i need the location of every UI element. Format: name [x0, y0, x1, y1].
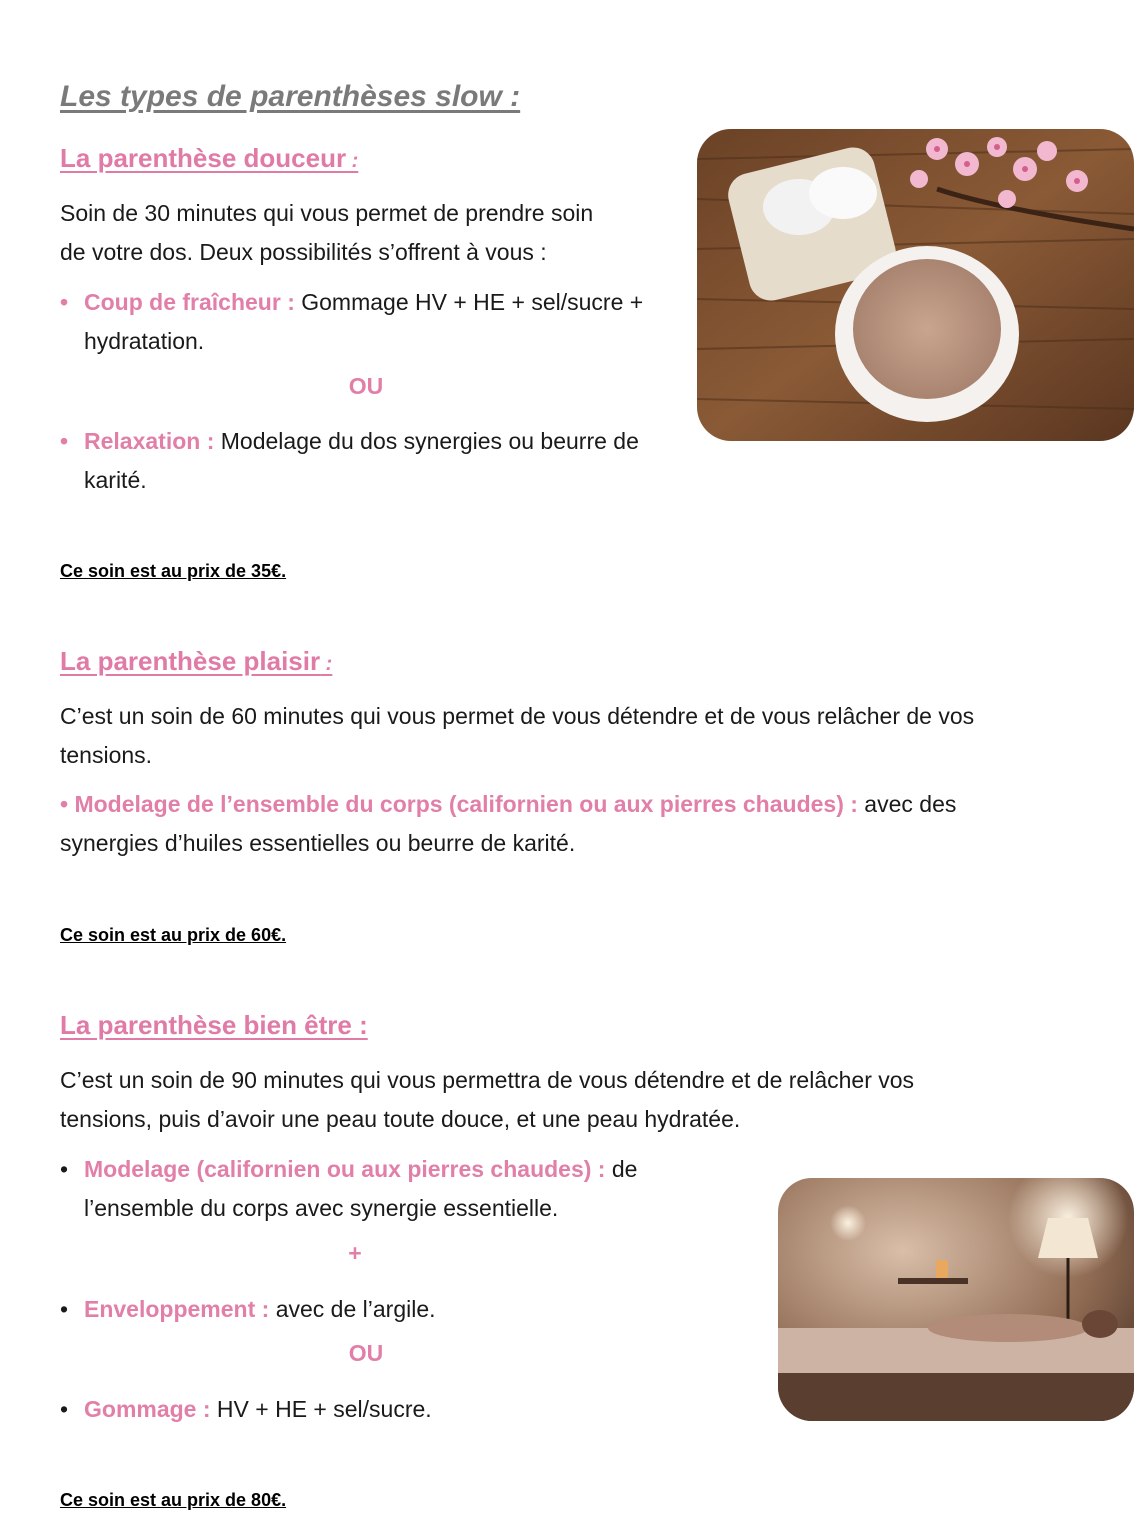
section-title-douceur-colon: : [346, 150, 359, 172]
plaisir-item-cont: synergies d’huiles essentielles ou beurre de karité. [60, 830, 576, 856]
bien-etre-item-modelage [60, 1150, 700, 1228]
bien-etre-item3-label: Gommage : [84, 1396, 211, 1422]
scrub-bowl-photo [697, 129, 1134, 441]
douceur-intro-line2: de votre dos. Deux possibilités s’offrent à vous : [60, 239, 547, 265]
bien-etre-intro-line2: tensions, puis d’avoir une peau toute douce, et une peau hydratée. [60, 1106, 741, 1132]
plaisir-item-label: • Modelage de l’ensemble du corps (californien ou aux pierres chaudes) : [60, 791, 858, 817]
section-title-bien-etre: La parenthèse bien être : [60, 1010, 368, 1040]
section-title-plaisir-text: La parenthèse plaisir [60, 646, 321, 676]
bien-etre-item-gommage [60, 1390, 700, 1429]
douceur-item-relaxation [60, 422, 700, 500]
douceur-item2-label: Relaxation : [84, 428, 215, 454]
bullet-icon: • [60, 1396, 69, 1422]
bien-etre-item1-text: de [605, 1156, 638, 1182]
bien-etre-price: Ce soin est au prix de 80€. [60, 1490, 287, 1510]
bien-etre-item-enveloppement [60, 1290, 700, 1329]
douceur-item2-text: Modelage du dos synergies ou beurre de [214, 428, 639, 454]
bien-etre-item1-label: Modelage (californien ou aux pierres chaudes) : [84, 1156, 606, 1182]
section-title-plaisir-colon: : [320, 653, 333, 675]
bien-etre-item3-text: HV + HE + sel/sucre. [210, 1396, 432, 1422]
douceur-price: Ce soin est au prix de 35€. [60, 561, 287, 581]
plaisir-intro-line1: C’est un soin de 60 minutes qui vous permet de vous détendre et de vous relâcher de vos [60, 703, 975, 729]
douceur-item-coup-de-fraicheur [60, 283, 690, 361]
bien-etre-item2-label: Enveloppement : [84, 1296, 270, 1322]
bien-etre-intro [60, 1061, 1110, 1139]
bullet-icon: • [60, 1296, 69, 1322]
bien-etre-plus-label: + [348, 1240, 362, 1266]
douceur-intro-line1: Soin de 30 minutes qui vous permet de prendre soin [60, 200, 594, 226]
plaisir-price: Ce soin est au prix de 60€. [60, 925, 287, 945]
plaisir-intro-line2: tensions. [60, 742, 153, 768]
scrub-bowl-illustration [697, 129, 1134, 441]
bullet-icon: • [60, 289, 69, 315]
douceur-item1-text: Gommage HV + HE + sel/sucre + [294, 289, 644, 315]
section-title-douceur [60, 143, 358, 174]
bien-etre-intro-line1: C’est un soin de 90 minutes qui vous permettra de vous détendre et de relâcher vos [60, 1067, 915, 1093]
bien-etre-item2-text: avec de l’argile. [269, 1296, 436, 1322]
douceur-item2-cont: karité. [84, 467, 147, 493]
bien-etre-item1-cont: l’ensemble du corps avec synergie essentielle. [84, 1195, 559, 1221]
section-title-plaisir [60, 646, 332, 677]
douceur-item1-label: Coup de fraîcheur : [84, 289, 295, 315]
page-title: Les types de parenthèses slow : [60, 80, 521, 113]
douceur-intro [60, 194, 680, 272]
bullet-icon: • [60, 1156, 69, 1182]
bien-etre-or-label: OU [348, 1340, 384, 1366]
douceur-or-label: OU [348, 373, 384, 399]
plaisir-item-modelage [60, 785, 1110, 863]
plaisir-item-text: avec des [857, 791, 957, 817]
plaisir-intro [60, 697, 1110, 775]
massage-room-illustration [778, 1178, 1134, 1421]
section-title-douceur-text: La parenthèse douceur [60, 143, 347, 173]
massage-room-photo [778, 1178, 1134, 1421]
bullet-icon: • [60, 428, 69, 454]
douceur-item1-cont: hydratation. [84, 328, 205, 354]
